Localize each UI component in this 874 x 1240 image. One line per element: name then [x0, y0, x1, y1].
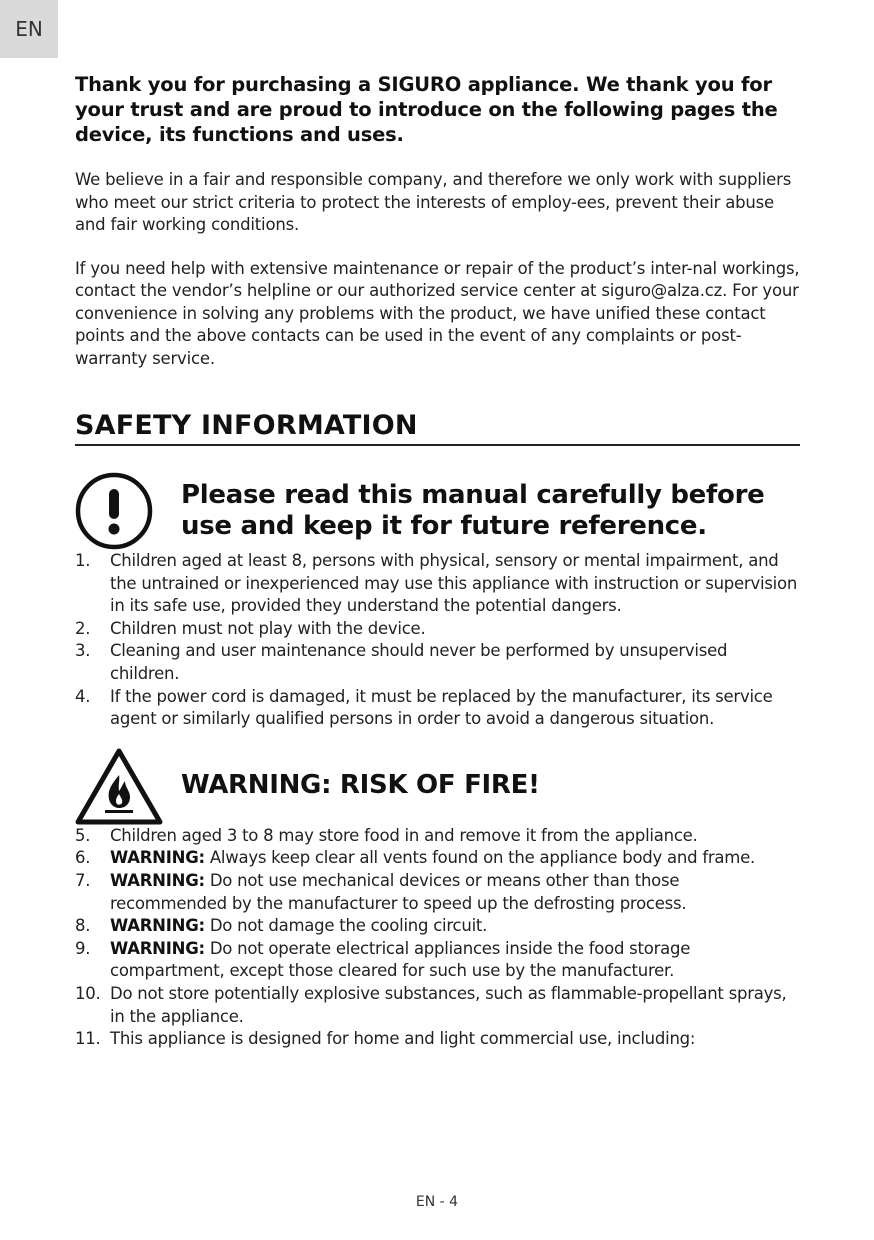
list-item: [75, 915, 800, 938]
list-item-text: If the power cord is damaged, it must be replaced by the manufacturer, its service agent or similarly qualified persons in order to avoid a dangerous situation.: [110, 686, 773, 729]
list-item: [75, 686, 800, 731]
page-number: EN - 4: [415, 1194, 459, 1210]
list-item-text: Children aged at least 8, persons with physical, sensory or mental impairment, and the untrained or inexperienced may use this appliance with instruction or supervision in its safe use, provided they understand the potential dangers.: [110, 551, 798, 616]
fire-warning-callout: [75, 747, 800, 825]
list-item-number: 4.: [75, 686, 91, 706]
list-item-text: Do not store potentially explosive substances, such as flammable-propellant sprays, in the appliance.: [110, 983, 787, 1026]
list-item: [75, 847, 800, 870]
list-item-number: 1.: [75, 551, 91, 570]
list-item: [75, 825, 800, 848]
warning-label: WARNING:: [110, 916, 205, 936]
list-item-text: Do not operate electrical appliances inside the food storage compartment, except those cleared for such use by the manufacturer.: [110, 938, 691, 981]
list-item-number: 7.: [75, 870, 91, 890]
read-manual-callout: [75, 472, 800, 550]
fire-warning-triangle-icon: [75, 747, 163, 825]
list-item-text: This appliance is designed for home and light commercial use, including:: [110, 1029, 696, 1049]
list-item-number: 6.: [75, 848, 91, 868]
list-item-number: 2.: [75, 618, 91, 638]
list-item-text: Do not damage the cooling circuit.: [204, 916, 488, 936]
list-item: [75, 983, 800, 1028]
warning-label: WARNING:: [110, 870, 205, 890]
page-content: [75, 72, 800, 1051]
list-item: [75, 938, 800, 983]
list-item-number: 11.: [75, 1029, 101, 1049]
list-item: [75, 640, 800, 685]
warning-label: WARNING:: [110, 938, 205, 958]
list-item-text: Children must not play with the device.: [110, 618, 426, 638]
safety-list-2: [75, 825, 800, 1051]
fire-warning-text: WARNING: RISK OF FIRE!: [181, 770, 540, 801]
list-item-text: Children aged 3 to 8 may store food in and remove it from the appliance.: [110, 825, 698, 845]
paragraph-suppliers: We believe in a fair and responsible company, and therefore we only work with suppliers who meet our strict criteria to protect the interests of employ-ees, prevent their abuse and fair working conditions.: [75, 170, 792, 234]
list-item-number: 5.: [75, 825, 91, 845]
list-item-text: Do not use mechanical devices or means other than those recommended by the manufacturer to speed up the defrosting process.: [110, 870, 687, 913]
exclamation-circle-icon: [75, 472, 153, 550]
language-tab: EN: [0, 0, 58, 58]
intro-text: Thank you for purchasing a SIGURO appliance. We thank you for your trust and are proud to introduce on the following pages the device, its functions and uses.: [75, 73, 778, 146]
list-item-number: 8.: [75, 916, 91, 936]
read-manual-text: Please read this manual carefully before use and keep it for future reference.: [181, 480, 765, 541]
list-item-number: 3.: [75, 641, 91, 661]
list-item: [75, 1028, 800, 1051]
list-item: [75, 870, 800, 915]
list-item: [75, 618, 800, 641]
list-item-number: 10.: [75, 983, 101, 1003]
list-item-text: Cleaning and user maintenance should never be performed by unsupervised children.: [110, 641, 728, 683]
safety-list-1: [75, 550, 800, 731]
list-item-number: 9.: [75, 938, 91, 958]
section-title: SAFETY INFORMATION: [75, 410, 800, 446]
list-item-text: Always keep clear all vents found on the appliance body and frame.: [204, 848, 755, 868]
paragraph-service: If you need help with extensive maintenance or repair of the product’s inter-nal workings, contact the vendor’s helpline or our authorized service center at siguro@alza.cz. For your convenience in solving any problems with the product, we have unified these contact points and the above contacts can be used in the event of any complaints or post-warranty service.: [75, 258, 800, 368]
warning-label: WARNING:: [110, 848, 205, 868]
list-item: [75, 550, 800, 618]
